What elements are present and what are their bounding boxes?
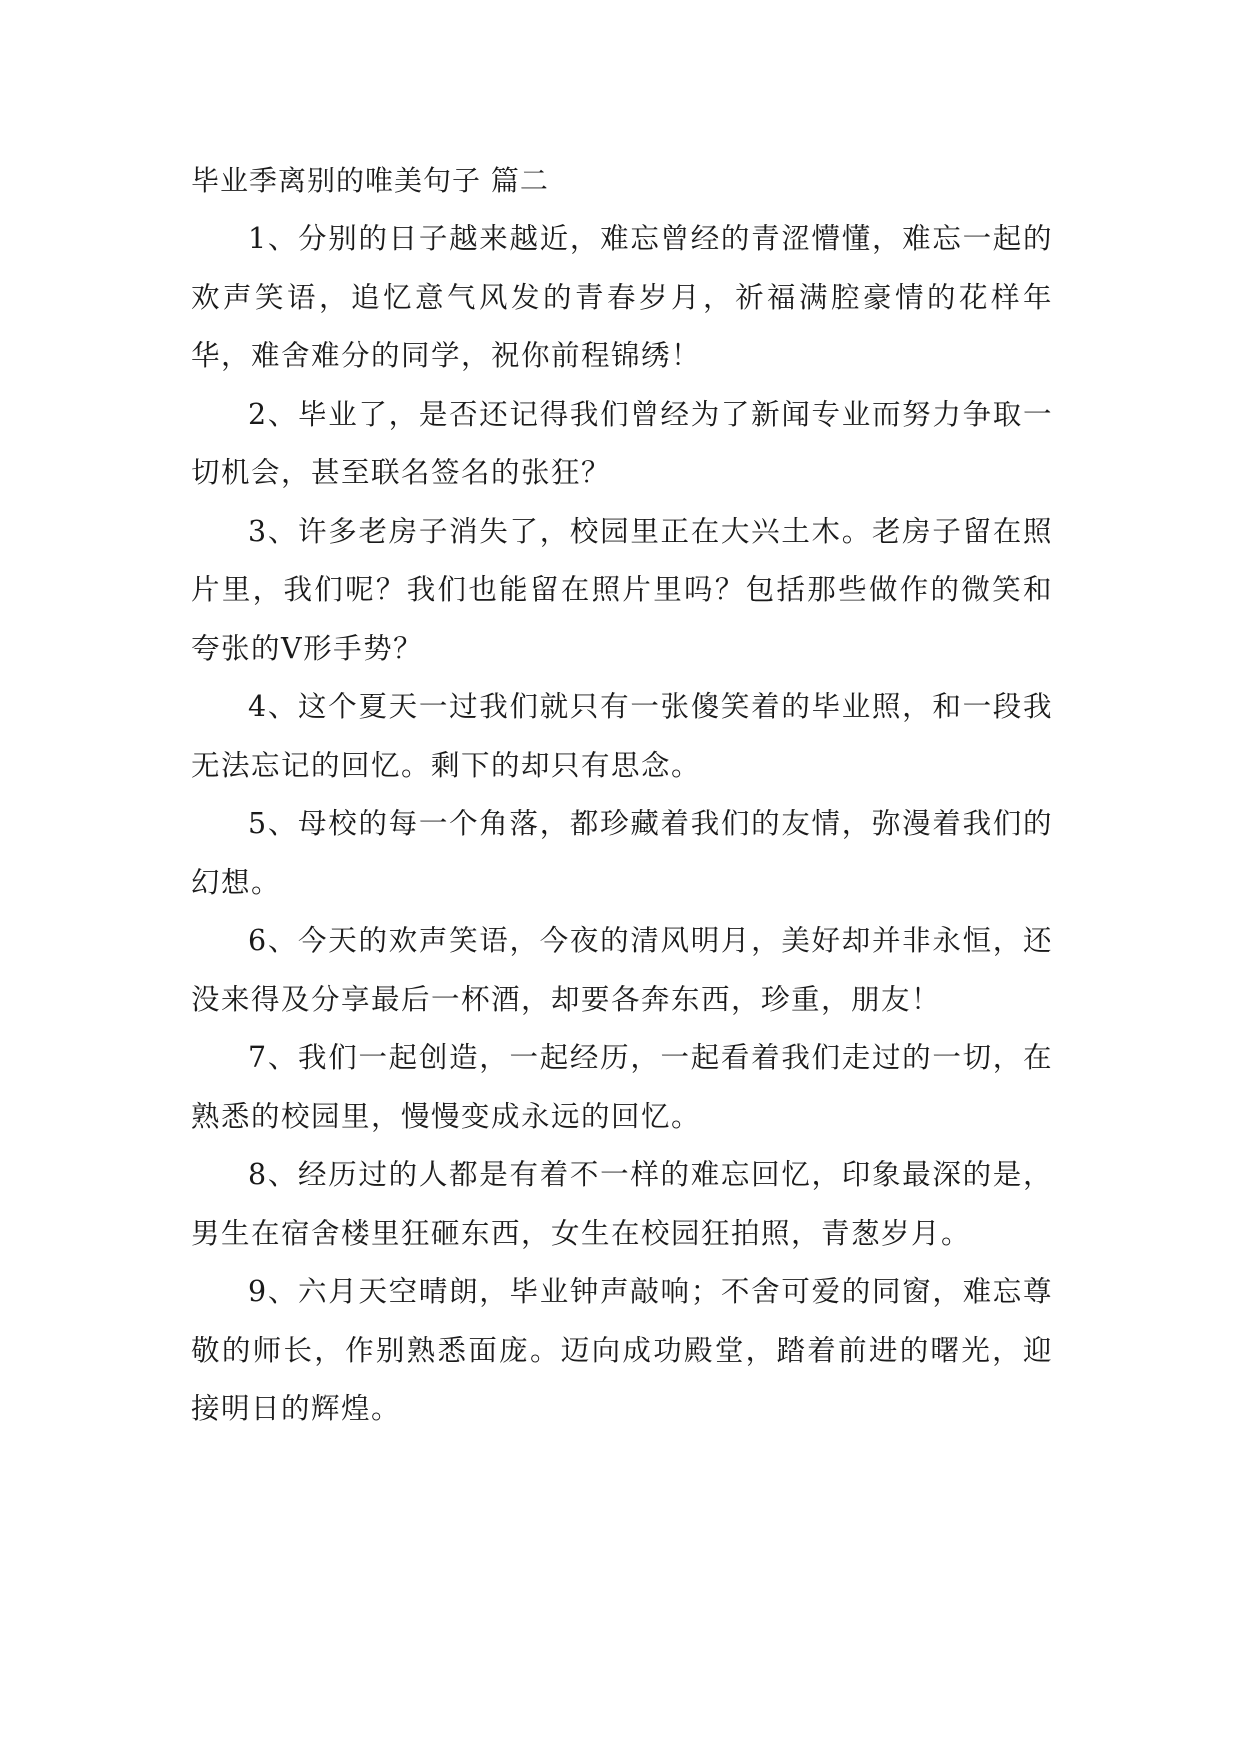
- paragraph-9: 9、六月天空晴朗，毕业钟声敲响；不舍可爱的同窗，难忘尊敬的师长，作别熟悉面庞。迈向成功殿堂，踏着前进的曙光，迎接明日的辉煌。: [191, 1275, 1053, 1425]
- document-title: 毕业季离别的唯美句子 篇二: [191, 164, 549, 197]
- paragraph-6: 6、今天的欢声笑语，今夜的清风明月，美好却并非永恒，还没来得及分享最后一杯酒，却要各奔东西，珍重，朋友！: [191, 924, 1053, 1016]
- paragraph-3: 3、许多老房子消失了，校园里正在大兴土木。老房子留在照片里，我们呢？我们也能留在照片里吗？包括那些做作的微笑和夸张的V形手势？: [191, 514, 1053, 665]
- paragraph-5: 5、母校的每一个角落，都珍藏着我们的友情，弥漫着我们的幻想。: [191, 807, 1053, 899]
- paragraph-1: 1、分别的日子越来越近，难忘曾经的青涩懵懂，难忘一起的欢声笑语，追忆意气风发的青春岁月，祈福满腔豪情的花样年华，难舍难分的同学，祝你前程锦绣！: [191, 222, 1053, 372]
- paragraph-4: 4、这个夏天一过我们就只有一张傻笑着的毕业照，和一段我无法忘记的回忆。剩下的却只有思念。: [191, 690, 1053, 782]
- paragraph-2: 2、毕业了，是否还记得我们曾经为了新闻专业而努力争取一切机会，甚至联名签名的张狂？: [191, 397, 1053, 489]
- paragraph-8: 8、经历过的人都是有着不一样的难忘回忆，印象最深的是，男生在宿舍楼里狂砸东西，女生在校园狂拍照，青葱岁月。: [191, 1158, 1053, 1250]
- paragraph-7: 7、我们一起创造，一起经历，一起看着我们走过的一切，在熟悉的校园里，慢慢变成永远的回忆。: [191, 1041, 1053, 1133]
- document-body: [191, 152, 1053, 1439]
